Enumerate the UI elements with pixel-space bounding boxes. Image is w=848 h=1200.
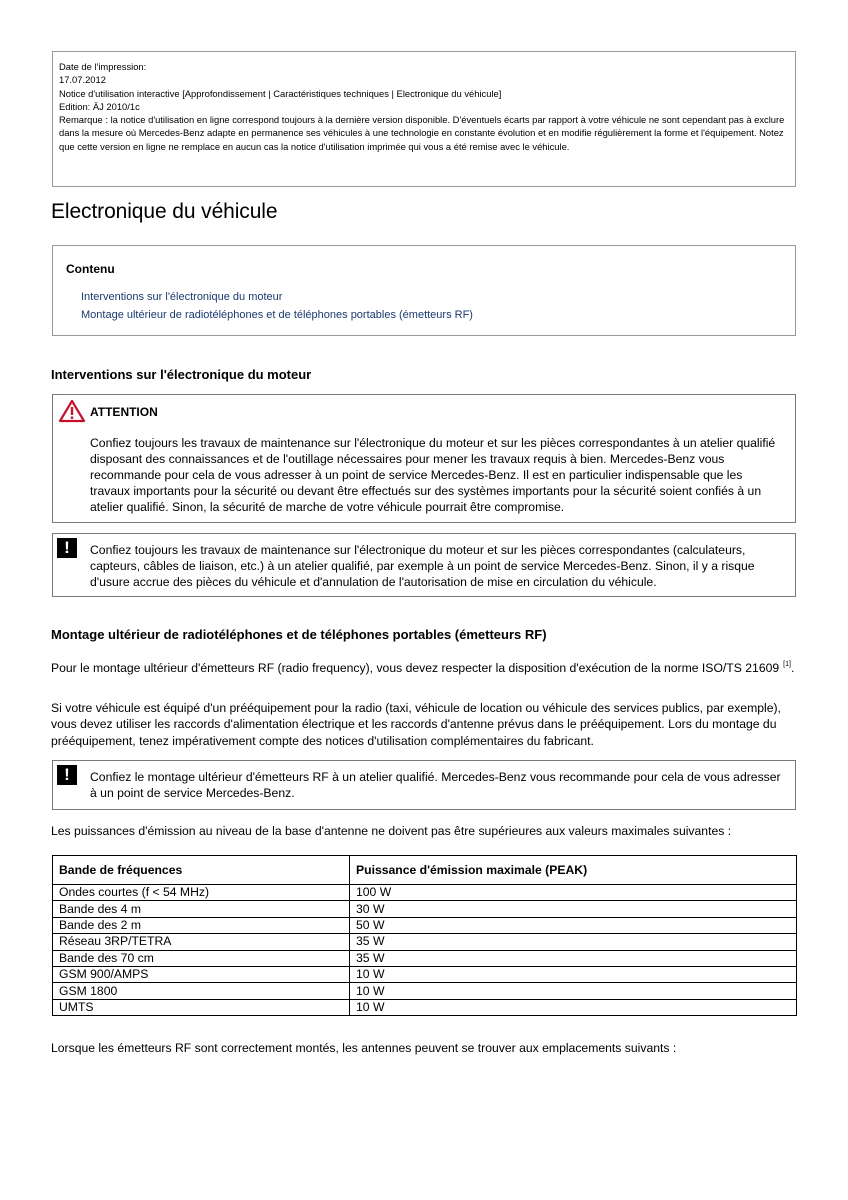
- note-text-engine-electronics: Confiez toujours les travaux de maintenance sur l'électronique du moteur et sur les pièces correspondantes (calculateurs, capteurs, câbles de liaison, etc.) à un atelier qualifié, par exemple à un point de service Mercedes-Benz. Sinon, il y a risque d'usure accrue des pièces du véhicule et d'annulation de l'autorisation de mise en circulation du véhicule.: [90, 543, 755, 589]
- section-title-rf-transmitters: Montage ultérieur de radiotéléphones et de téléphones portables (émetteurs RF): [51, 627, 547, 642]
- table-cell-power: 100 W: [350, 885, 797, 901]
- paragraph-iso-norm: [51, 657, 796, 676]
- footnote-ref[interactable]: [1]: [783, 661, 791, 668]
- table-header-row: [53, 856, 797, 885]
- print-date-label: Date de l'impression:: [59, 61, 147, 72]
- table-cell-power: 50 W: [350, 917, 797, 933]
- table-cell-band: GSM 900/AMPS: [53, 966, 350, 982]
- toc-heading: Contenu: [66, 262, 115, 276]
- paragraph-preequipment: Si votre véhicule est équipé d'un prééquipement pour la radio (taxi, véhicule de location ou véhicule des services publics, par exemple), vous devez utiliser les raccords d'alimentation électrique et les raccords d'antenne prévus dans le prééquipement. Lors du montage du prééquipement, tenez impérativement compte des notices d'utilisation complémentaires du fabricant.: [51, 701, 781, 748]
- warning-triangle-icon: [58, 399, 86, 427]
- table-cell-band: Bande des 70 cm: [53, 950, 350, 966]
- table-row: [53, 917, 797, 933]
- table-cell-power: 10 W: [350, 999, 797, 1015]
- paragraph-iso-norm-text: Pour le montage ultérieur d'émetteurs RF (radio frequency), vous devez respecter la disposition d'exécution de la norme ISO/TS 21609: [51, 661, 780, 675]
- table-row: [53, 901, 797, 917]
- page-title: Electronique du véhicule: [51, 200, 278, 223]
- note-box-rf-transmitters: [52, 760, 796, 810]
- table-row: [53, 934, 797, 950]
- attention-box: [52, 394, 796, 523]
- table-cell-band: Ondes courtes (f < 54 MHz): [53, 885, 350, 901]
- table-cell-band: UMTS: [53, 999, 350, 1015]
- table-cell-power: 30 W: [350, 901, 797, 917]
- table-row: [53, 885, 797, 901]
- toc-link-rf-transmitters[interactable]: Montage ultérieur de radiotéléphones et de téléphones portables (émetteurs RF): [81, 309, 473, 321]
- rf-power-table: [52, 855, 797, 1016]
- table-cell-band: Réseau 3RP/TETRA: [53, 934, 350, 950]
- paragraph-antenna-locations: Lorsque les émetteurs RF sont correctement montés, les antennes peuvent se trouver aux emplacements suivants :: [51, 1041, 677, 1055]
- table-cell-power: 10 W: [350, 966, 797, 982]
- table-header-band: Bande de fréquences: [53, 856, 350, 885]
- paragraph-power-limits: Les puissances d'émission au niveau de la base d'antenne ne doivent pas être supérieures aux valeurs maximales suivantes :: [51, 824, 732, 838]
- attention-text: Confiez toujours les travaux de maintenance sur l'électronique du moteur et sur les pièces correspondantes à un atelier qualifié disposant des connaissances et de l'outillage nécessaires pour mener les travaux requis à bien. Mercedes-Benz vous recommande pour cela de vous adresser à un point de service Mercedes-Benz. Il est en particulier indispensable que les travaux importants pour la sécurité ou devant être effectués sur des systèmes importants pour la sécurité soient confiés à un atelier qualifié. Sinon, la sécurité de marche de votre véhicule pourrait être compromise.: [90, 436, 776, 514]
- toc-link-engine-electronics[interactable]: Interventions sur l'électronique du moteur: [81, 291, 283, 303]
- table-cell-band: Bande des 4 m: [53, 901, 350, 917]
- paragraph-iso-norm-end: .: [790, 661, 795, 675]
- table-cell-power: 35 W: [350, 950, 797, 966]
- table-row: [53, 966, 797, 982]
- note-text-rf-transmitters: Confiez le montage ultérieur d'émetteurs RF à un atelier qualifié. Mercedes-Benz vous recommande pour cela de vous adresser à un point de service Mercedes-Benz.: [90, 770, 781, 800]
- exclamation-icon: !: [57, 765, 77, 785]
- table-cell-band: GSM 1800: [53, 983, 350, 999]
- table-cell-power: 35 W: [350, 934, 797, 950]
- table-cell-power: 10 W: [350, 983, 797, 999]
- print-info-box: [52, 51, 796, 187]
- print-date-value: 17.07.2012: [59, 74, 106, 86]
- table-header-power: Puissance d'émission maximale (PEAK): [350, 856, 797, 885]
- table-cell-band: Bande des 2 m: [53, 917, 350, 933]
- attention-label: ATTENTION: [90, 405, 158, 419]
- print-breadcrumb: Notice d'utilisation interactive [Approfondissement | Caractéristiques techniques | Electronique du véhicule]: [59, 87, 502, 99]
- print-remark: Remarque : la notice d'utilisation en ligne correspond toujours à la dernière version disponible. D'éventuels écarts par rapport à votre véhicule ne sont cependant pas à exclure dans la mesure où Mercedes-Benz adapte en permanence ses véhicules à une technologie en constante évolution et en modifie régulièrement la forme et l'équipement. Notez que cette version en ligne ne remplace en aucun cas la notice d'utilisation imprimée qui vous a été remise avec le véhicule.: [59, 114, 785, 152]
- table-row: [53, 950, 797, 966]
- exclamation-icon: !: [57, 538, 77, 558]
- table-of-contents: [52, 245, 796, 336]
- table-row: [53, 999, 797, 1015]
- print-edition: Edition: ÄJ 2010/1c: [59, 100, 140, 112]
- table-row: [53, 983, 797, 999]
- section-title-engine-electronics: Interventions sur l'électronique du moteur: [51, 367, 312, 382]
- note-box-engine-electronics: [52, 533, 796, 597]
